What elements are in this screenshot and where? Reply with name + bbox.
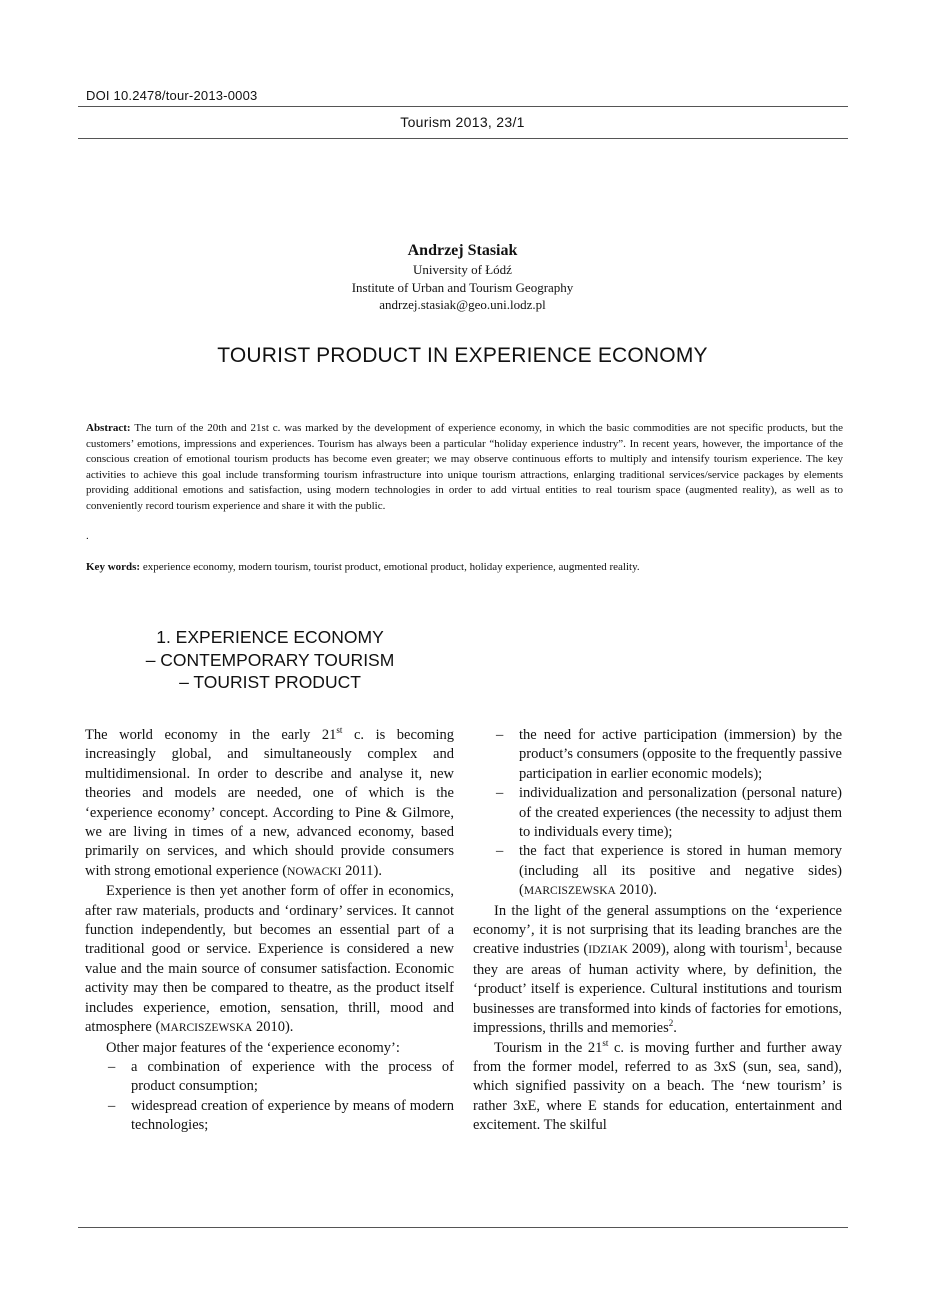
- abstract-label: Abstract:: [86, 422, 131, 434]
- footnote-ref: 1: [783, 939, 789, 950]
- list-item: – the need for active participation (immersion) by the product’s consumers (opposite to the frequently passive participation in earlier economic models);: [496, 727, 842, 782]
- list-item: – widespread creation of experience by means of modern technologies;: [108, 1097, 454, 1134]
- header-rule-top: [78, 106, 848, 107]
- paper-title: TOURIST PRODUCT IN EXPERIENCE ECONOMY: [217, 344, 708, 367]
- keywords: [86, 560, 843, 575]
- paragraph: Experience is then yet another form of offer in economics, after raw materials, products and ‘ordinary’ services. It cannot function independently, but becomes an essential part of a traditional good or service. Experience is considered a new value and the main source of consumer satisfaction. Economic activity may then be compared to theatre, as the product itself includes experience, emotion, sensation, thrill, mood and atmosphere (MARCISZEWSKA 2010).: [85, 883, 454, 1036]
- header-rule-bottom: [78, 138, 848, 139]
- section-heading-line-2: – CONTEMPORARY TOURISM: [145, 649, 395, 670]
- paragraph: Tourism in the 21st c. is moving further and further away from the former model, referred to as 3xS (sun, sea, sand), which signified passivity on a beach. The ‘new tourism’ is rather 3xE, where E stands for education, entertainment and excitement. The skilful: [473, 1037, 842, 1134]
- keywords-label: Key words:: [86, 561, 141, 573]
- list-item: – the fact that experience is stored in human memory (including all its positive and negative sides) (MARCISZEWSKA 2010).: [496, 843, 842, 899]
- list-item: – a combination of experience with the process of product consumption;: [108, 1058, 454, 1095]
- section-heading-line-1: 1. EXPERIENCE ECONOMY: [156, 627, 384, 647]
- footnote-ref: 2: [668, 1018, 674, 1029]
- author-university: University of Łódź: [413, 262, 512, 277]
- section-heading-line-3: – TOURIST PRODUCT: [179, 672, 361, 692]
- doi-label: DOI 10.2478/tour-2013-0003: [86, 88, 258, 103]
- author-name: Andrzej Stasiak: [407, 242, 518, 259]
- abstract-text: The turn of the 20th and 21st c. was marked by the development of experience economy, in which the basic commodities are not specific products, but the customers’ emotions, impressions and experiences. Tourism has always been a particular “holiday experience industry”. In recent years, however, the importance of the conscious creation of emotional tourism products has become even greater; we may observe continuous efforts to multiply and intensify tourism experience. The key activities to achieve this goal include transforming tourism infrastructure into unique tourism attractions, enlarging traditional services/service packages by elements providing additional emotions and satisfaction, using modern technologies in order to add virtual entities to real tourism space (augmented reality), as well as to conveniently record tourism experience and share it with the public.: [86, 422, 843, 512]
- list-item: – individualization and personalization (personal nature) of the created experiences (the necessity to adjust them to individuals every time);: [496, 785, 842, 841]
- author-institute: Institute of Urban and Tourism Geography: [351, 279, 574, 295]
- keywords-text: experience economy, modern tourism, tourist product, emotional product, holiday experience, augmented reality.: [142, 561, 640, 573]
- left-column: [85, 726, 454, 1136]
- section-heading: [100, 626, 440, 694]
- citation: MARCISZEWSKA: [160, 1022, 253, 1035]
- right-column: [473, 726, 842, 1136]
- paragraph: In the light of the general assumptions on the ‘experience economy’, it is not surprising that its leading branches are the creative industries (IDZIAK 2009), along with tourism$^1$, because they are areas of human activity where, by definition, the ‘product’ itself is experience. Cultural institutions and tourism businesses are transformed into kinds of factories for emotions, impressions, thrills and memories$^2$.: [473, 902, 843, 1037]
- author-block: [0, 241, 925, 314]
- journal-label: Tourism 2013, 23/1: [400, 114, 525, 130]
- citation: NOWACKI: [287, 865, 342, 878]
- citation: IDZIAK: [588, 944, 628, 957]
- abstract-trailing-dot: .: [86, 530, 89, 542]
- footer-rule: [78, 1227, 848, 1228]
- paragraph: The world economy in the early 21st c. is becoming increasingly global, and simultaneously complex and multidimensional. In order to describe and analyse it, new theories and models are needed, one of which is the ‘experience economy’ concept. According to Pine & Gilmore, we are living in times of a new, advanced economy, based primarily on services, and which should provide consumers with strong emotional experience (NOWACKI 2011).: [85, 725, 454, 879]
- citation: MARCISZEWSKA: [523, 885, 616, 898]
- abstract: [86, 421, 843, 515]
- author-email: andrzej.stasiak@geo.uni.lodz.pl: [379, 297, 546, 312]
- paragraph: Other major features of the ‘experience economy’:: [106, 1039, 400, 1056]
